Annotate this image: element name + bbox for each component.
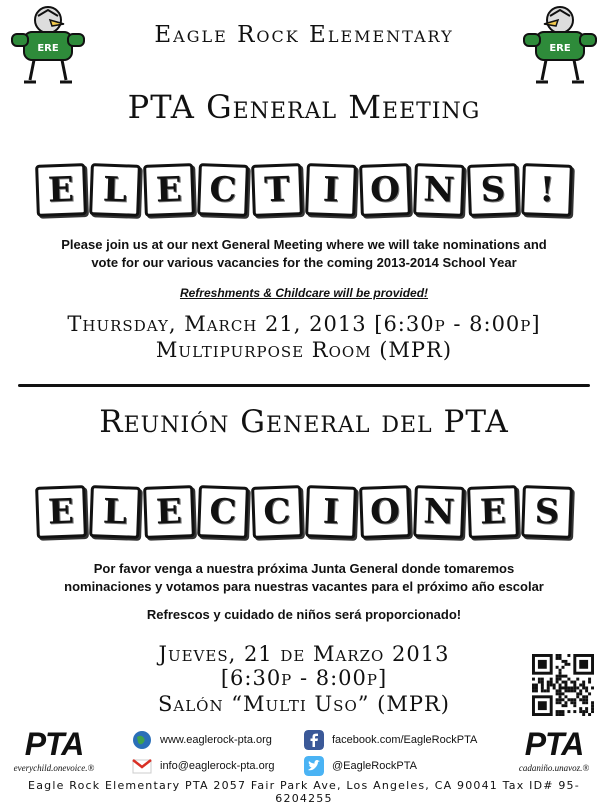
- gmail-icon: [132, 756, 152, 776]
- facebook-link[interactable]: facebook.com/EagleRockPTA: [332, 734, 478, 746]
- pta-tagline-right: cadaniño.unavoz.®: [518, 763, 590, 773]
- elecciones-stamp-letter: O: [359, 485, 411, 539]
- elecciones-stamp-letter: E: [143, 485, 195, 539]
- elections-stamp-letter: L: [89, 163, 141, 217]
- mascot-letters-right: ERE: [549, 43, 571, 54]
- twitter-icon: [304, 756, 324, 776]
- elecciones-stamp-letter: I: [305, 485, 357, 539]
- twitter-contact: [304, 756, 417, 776]
- facebook-icon: [304, 730, 324, 750]
- elections-stamp: [0, 164, 608, 216]
- elections-stamp-letter: E: [143, 163, 195, 217]
- elecciones-stamp-letter: E: [467, 485, 519, 539]
- invite-text-es: [0, 560, 608, 596]
- email-contact: [132, 756, 275, 776]
- location-en: Multipurpose Room (MPR): [155, 338, 453, 362]
- twitter-link[interactable]: @EagleRockPTA: [332, 760, 417, 772]
- elecciones-stamp-letter: N: [413, 485, 465, 539]
- time-es: [6:30p - 8:00p]: [220, 666, 388, 690]
- meeting-title-es: Reunión General del PTA: [99, 404, 509, 440]
- elecciones-stamp-letter: L: [89, 485, 141, 539]
- elections-stamp-letter: N: [413, 163, 465, 217]
- facebook-contact: [304, 730, 477, 750]
- elecciones-stamp: [0, 486, 608, 538]
- elections-stamp-letter: I: [305, 163, 357, 217]
- refreshments-note-en: Refreshments & Childcare will be provided!: [179, 286, 429, 300]
- elections-stamp-letter: S: [467, 163, 519, 217]
- invite-line-2-en: vote for our various vacancies for the coming 2013-2014 School Year: [91, 255, 517, 270]
- school-name: Eagle Rock Elementary: [154, 22, 454, 48]
- pta-logo-right-mark: PTA: [524, 726, 584, 762]
- elections-stamp-letter: T: [251, 163, 303, 217]
- footer-address: Eagle Rock Elementary PTA 2057 Fair Park Ave, Los Angeles, CA 90041 Tax ID# 95-6204255: [28, 779, 580, 805]
- date-time-en: Thursday, March 21, 2013 [6:30p - 8:00p]: [67, 312, 541, 336]
- elecciones-stamp-letter: E: [35, 485, 87, 539]
- qr-code-icon: [532, 654, 594, 716]
- website-link[interactable]: www.eaglerock-pta.org: [160, 734, 272, 746]
- pta-logo-left: [8, 726, 100, 773]
- elections-stamp-letter: !: [521, 163, 573, 217]
- invite-text-en: [0, 236, 608, 272]
- elecciones-stamp-letter: C: [197, 485, 249, 539]
- elections-stamp-letter: E: [35, 163, 87, 217]
- pta-tagline-left: everychild.onevoice.®: [13, 763, 95, 773]
- elecciones-stamp-letter: C: [251, 485, 303, 539]
- elecciones-stamp-letter: S: [521, 485, 573, 539]
- mascot-letters-left: ERE: [37, 43, 59, 54]
- refreshments-note-es: Refrescos y cuidado de niños será proporcionado!: [146, 607, 462, 622]
- email-link[interactable]: info@eaglerock-pta.org: [160, 760, 275, 772]
- location-es: Salón “Multi Uso” (MPR): [157, 692, 450, 716]
- elections-stamp-letter: C: [197, 163, 249, 217]
- globe-icon: [132, 730, 152, 750]
- pta-logo-left-mark: PTA: [24, 726, 84, 762]
- invite-line-1-es: Por favor venga a nuestra próxima Junta General donde tomaremos: [93, 561, 515, 576]
- invite-line-2-es: nominaciones y votamos para nuestras vacantes para el próximo año escolar: [64, 579, 544, 594]
- invite-line-1-en: Please join us at our next General Meeting where we will take nominations and: [61, 237, 547, 252]
- pta-logo-right: [508, 726, 600, 773]
- date-es: Jueves, 21 de Marzo 2013: [158, 642, 450, 666]
- elections-stamp-letter: O: [359, 163, 411, 217]
- website-contact: [132, 730, 272, 750]
- section-divider: [18, 384, 590, 387]
- meeting-title: PTA General Meeting: [127, 88, 481, 126]
